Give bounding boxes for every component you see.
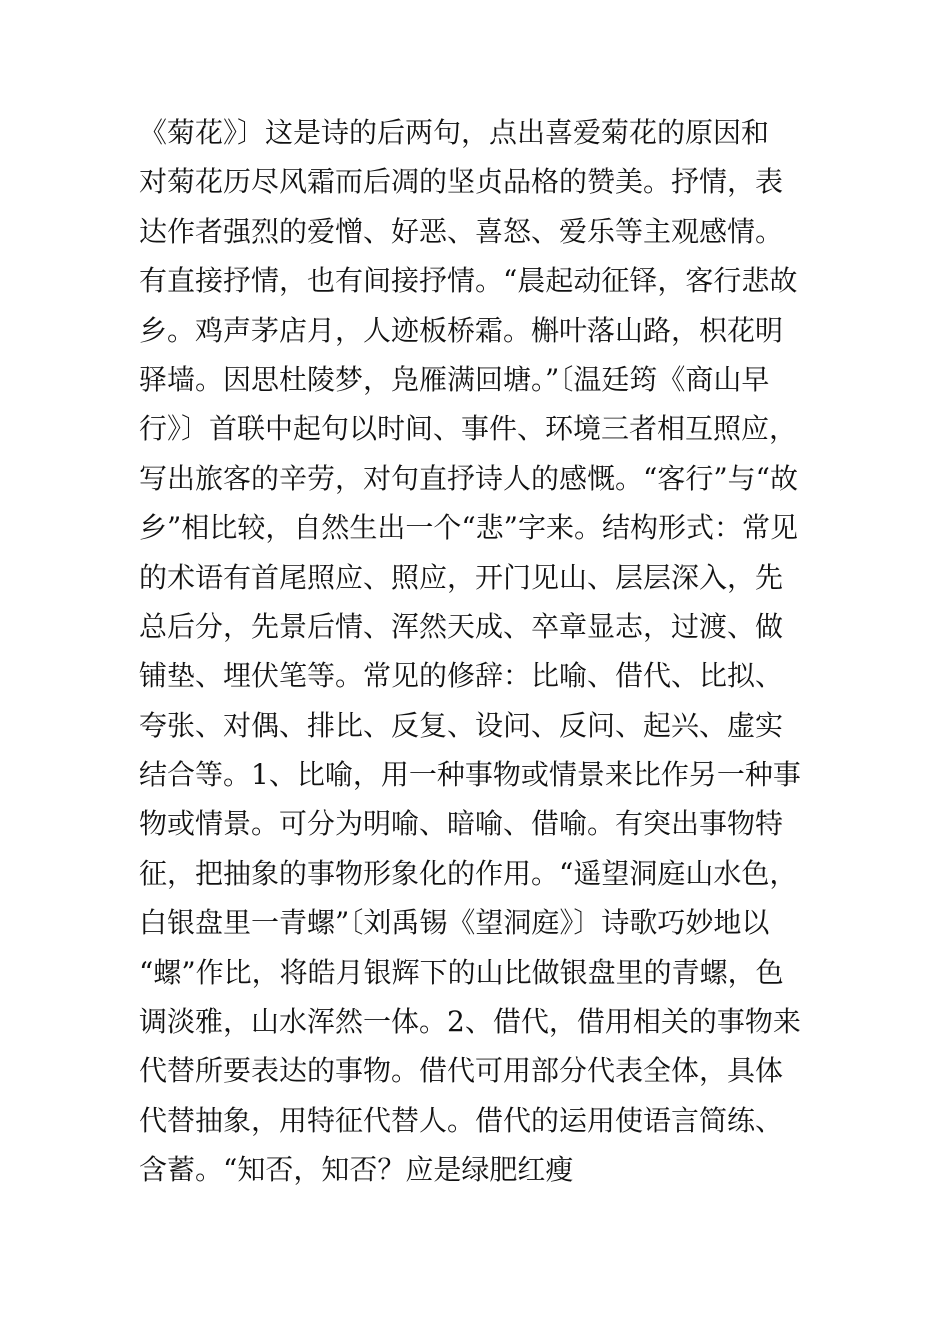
text-line-19: 调淡雅，山水浑然一体。2、借代，借用相关的事物来 <box>139 1005 801 1039</box>
text-line-9: 乡”相比较，自然生出一个“悲”字来。结构形式：常见 <box>139 511 798 545</box>
text-line-20: 代替所要表达的事物。借代可用部分代表全体，具体 <box>139 1054 784 1088</box>
text-line-15: 物或情景。可分为明喻、暗喻、借喻。有突出事物特 <box>139 807 784 841</box>
text-line-11: 总后分，先景后情、浑然天成、卒章显志，过渡、做 <box>139 609 784 643</box>
text-line-4: 有直接抒情，也有间接抒情。“晨起动征铎，客行悲故 <box>139 264 798 298</box>
text-line-10: 的术语有首尾照应、照应，开门见山、层层深入，先 <box>139 560 784 594</box>
document-body-text <box>139 108 829 1195</box>
text-line-14: 结合等。1、比喻，用一种事物或情景来比作另一种事 <box>139 758 801 792</box>
text-line-1: 《菊花》〕这是诗的后两句，点出喜爱菊花的原因和 <box>139 116 770 149</box>
text-line-5: 乡。鸡声茅店月，人迹板桥霜。槲叶落山路，枳花明 <box>139 313 784 347</box>
text-line-8: 写出旅客的辛劳，对句直抒诗人的感慨。“客行”与“故 <box>139 461 798 495</box>
text-line-16: 征，把抽象的事物形象化的作用。“遥望洞庭山水色， <box>139 856 798 890</box>
text-line-3: 达作者强烈的爱憎、好恶、喜怒、爱乐等主观感情。 <box>139 214 784 248</box>
text-line-2: 对菊花历尽风霜而后凋的坚贞品格的赞美。抒情，表 <box>139 165 784 199</box>
text-line-7: 行》〕首联中起句以时间、事件、环境三者相互照应， <box>139 412 798 446</box>
text-line-17: 白银盘里一青螺”〔刘禹锡《望洞庭》〕诗歌巧妙地以 <box>139 906 770 940</box>
text-line-12: 铺垫、埋伏笔等。常见的修辞：比喻、借代、比拟、 <box>139 659 784 693</box>
text-line-21: 代替抽象，用特征代替人。借代的运用使语言简练、 <box>139 1103 784 1137</box>
text-line-18: “螺”作比，将皓月银辉下的山比做银盘里的青螺，色 <box>139 955 784 989</box>
text-line-22: 含蓄。“知否，知否？应是绿肥红瘦 <box>139 1153 574 1187</box>
text-line-13: 夸张、对偶、排比、反复、设问、反问、起兴、虚实 <box>139 708 784 742</box>
text-line-6: 驿墙。因思杜陵梦，凫雁满回塘。”〔温廷筠《商山早 <box>139 362 770 396</box>
